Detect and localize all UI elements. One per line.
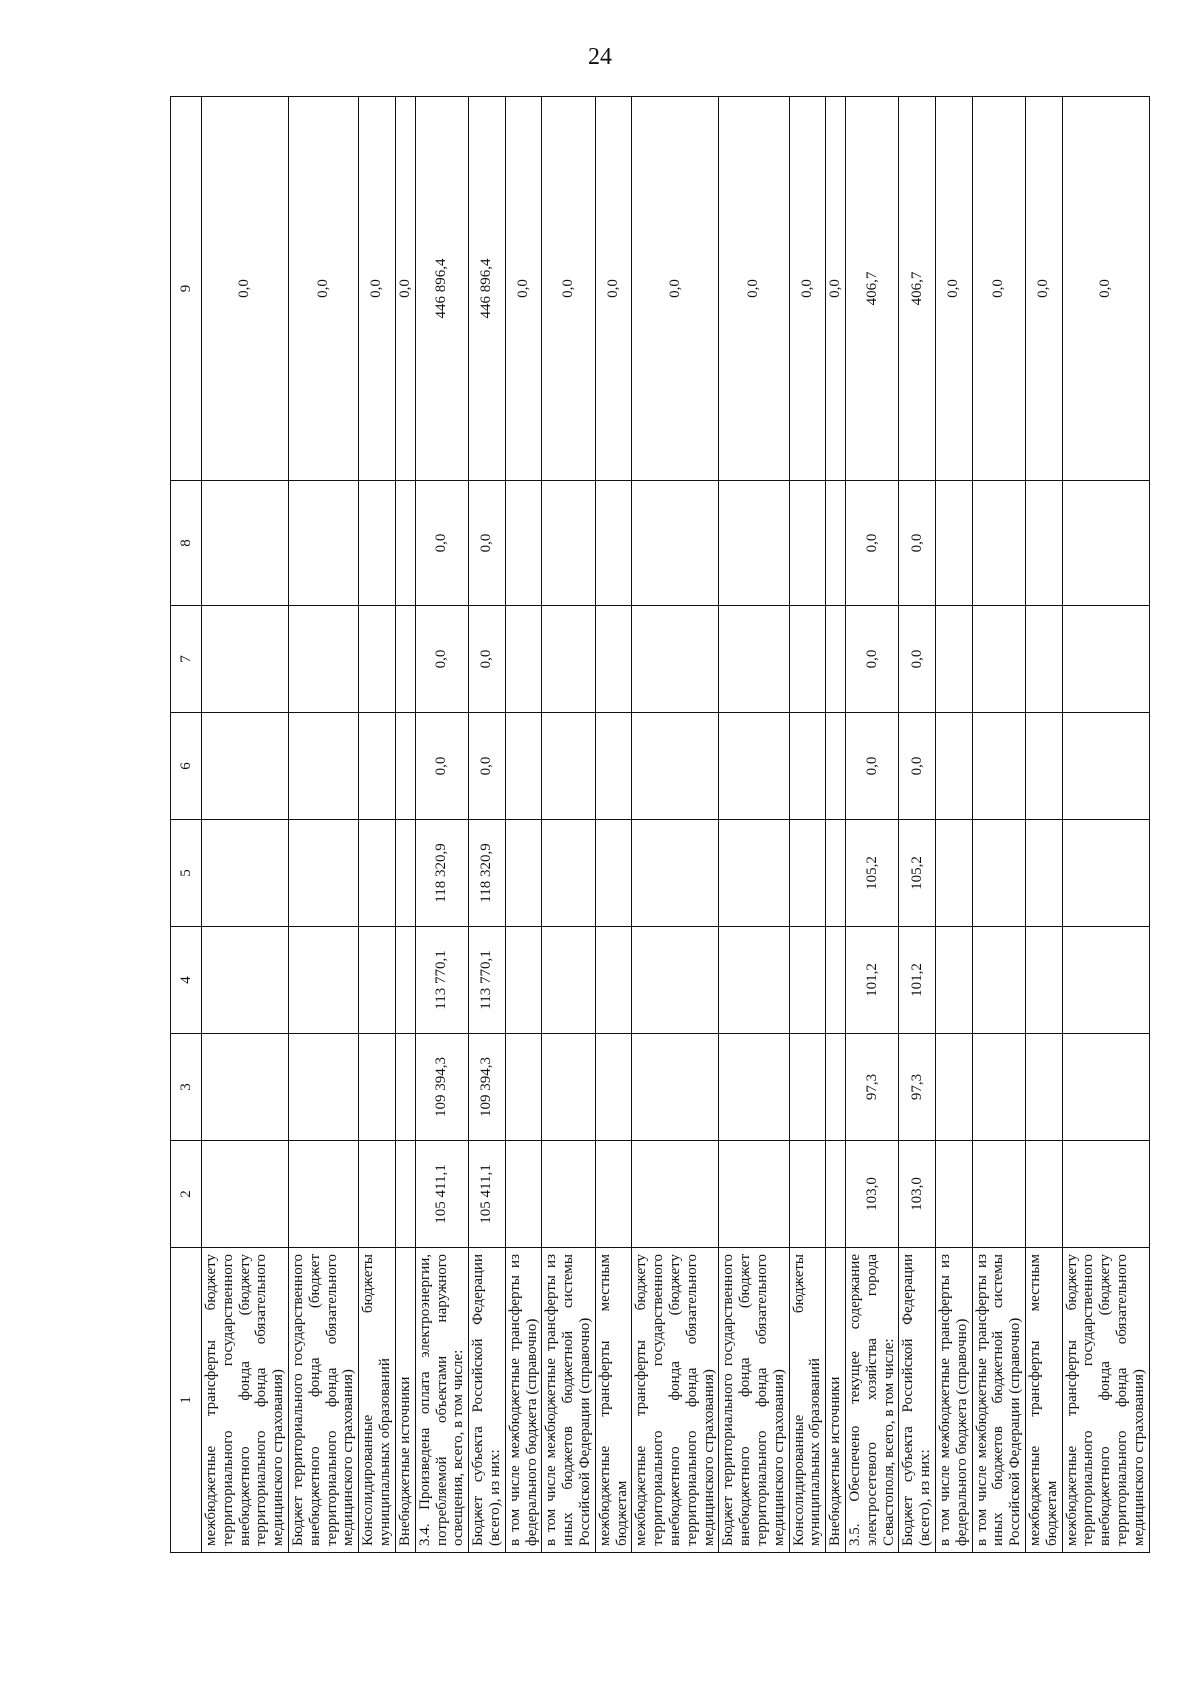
value-cell [1062, 481, 1149, 606]
table-row [789, 97, 826, 1553]
value-cell: 0,0 [202, 97, 289, 481]
value-cell: 101,2 [899, 927, 936, 1034]
value-cell [972, 927, 1025, 1034]
page-number: 24 [588, 44, 612, 70]
value-cell [395, 1141, 415, 1248]
table-row [1026, 97, 1063, 1553]
column-header: 7 [171, 606, 202, 713]
row-label: в том числе межбюджетные трансферты из федерального бюджета (справочно) [936, 1248, 973, 1553]
value-cell [359, 927, 396, 1034]
value-cell [826, 713, 846, 820]
table-row [359, 97, 396, 1553]
row-label: 3.5. Обеспечено текущее содержание электросетевого хозяйства города Севастополя, всего, в том числе: [846, 1248, 899, 1553]
value-cell [542, 481, 595, 606]
value-cell [542, 606, 595, 713]
value-cell [288, 820, 358, 927]
value-cell [719, 1034, 789, 1141]
row-label: Внебюджетные источники [826, 1248, 846, 1553]
column-header: 8 [171, 481, 202, 606]
value-cell [826, 1034, 846, 1141]
value-cell [395, 927, 415, 1034]
column-header: 9 [171, 97, 202, 481]
value-cell: 0,0 [936, 97, 973, 481]
value-cell: 103,0 [899, 1141, 936, 1248]
value-cell: 0,0 [789, 97, 826, 481]
value-cell: 0,0 [595, 97, 632, 481]
value-cell: 118 320,9 [469, 820, 506, 927]
value-cell [395, 606, 415, 713]
value-cell: 0,0 [469, 713, 506, 820]
value-cell: 0,0 [899, 713, 936, 820]
value-cell [542, 1034, 595, 1141]
value-cell: 109 394,3 [469, 1034, 506, 1141]
table-row [395, 97, 415, 1553]
value-cell [288, 927, 358, 1034]
value-cell [288, 606, 358, 713]
value-cell: 446 896,4 [415, 97, 468, 481]
value-cell: 103,0 [846, 1141, 899, 1248]
budget-table [170, 96, 1150, 1553]
row-label: 3.4. Произведена оплата электроэнергии, потребляемой объектами наружного освещения, всего, в том числе: [415, 1248, 468, 1553]
row-label: межбюджетные трансферты бюджету территориального государственного внебюджетного фонда (бюджету территориального фонда обязательного медицинского страхования) [632, 1248, 719, 1553]
value-cell [505, 820, 542, 927]
value-cell: 97,3 [846, 1034, 899, 1141]
value-cell [1062, 1034, 1149, 1141]
value-cell: 105 411,1 [469, 1141, 506, 1248]
value-cell: 0,0 [846, 606, 899, 713]
value-cell [826, 606, 846, 713]
value-cell: 113 770,1 [415, 927, 468, 1034]
row-label: в том числе межбюджетные трансферты из иных бюджетов бюджетной системы Российской Федерации (справочно) [972, 1248, 1025, 1553]
value-cell [719, 713, 789, 820]
value-cell: 0,0 [542, 97, 595, 481]
value-cell: 0,0 [1062, 97, 1149, 481]
table-row [1062, 97, 1149, 1553]
value-cell [936, 481, 973, 606]
table-row [469, 97, 506, 1553]
value-cell [936, 713, 973, 820]
value-cell: 0,0 [505, 97, 542, 481]
value-cell [395, 1034, 415, 1141]
value-cell [595, 481, 632, 606]
value-cell [936, 1034, 973, 1141]
value-cell: 0,0 [415, 606, 468, 713]
value-cell [719, 606, 789, 713]
value-cell [288, 1141, 358, 1248]
value-cell [719, 1141, 789, 1248]
value-cell [288, 713, 358, 820]
table-row [595, 97, 632, 1553]
table-row [936, 97, 973, 1553]
value-cell: 0,0 [415, 713, 468, 820]
value-cell: 0,0 [288, 97, 358, 481]
value-cell [1026, 927, 1063, 1034]
value-cell [972, 713, 1025, 820]
value-cell [719, 820, 789, 927]
value-cell [395, 481, 415, 606]
value-cell [936, 820, 973, 927]
value-cell [826, 927, 846, 1034]
value-cell [826, 481, 846, 606]
value-cell [936, 1141, 973, 1248]
value-cell [542, 927, 595, 1034]
value-cell [1026, 1141, 1063, 1248]
row-label: межбюджетные трансферты бюджету территориального государственного внебюджетного фонда (бюджету территориального фонда обязательного медицинского страхования) [1062, 1248, 1149, 1553]
value-cell: 97,3 [899, 1034, 936, 1141]
table-row [826, 97, 846, 1553]
value-cell: 406,7 [846, 97, 899, 481]
column-header: 6 [171, 713, 202, 820]
row-label: межбюджетные трансферты местным бюджетам [595, 1248, 632, 1553]
value-cell: 0,0 [846, 481, 899, 606]
value-cell: 109 394,3 [415, 1034, 468, 1141]
value-cell [505, 927, 542, 1034]
value-cell [359, 820, 396, 927]
value-cell [542, 713, 595, 820]
row-label: Консолидированные бюджеты муниципальных образований [359, 1248, 396, 1553]
value-cell [1062, 820, 1149, 927]
value-cell: 0,0 [469, 481, 506, 606]
value-cell [789, 481, 826, 606]
value-cell [359, 1141, 396, 1248]
value-cell [202, 927, 289, 1034]
value-cell [505, 606, 542, 713]
value-cell [719, 927, 789, 1034]
value-cell: 101,2 [846, 927, 899, 1034]
value-cell [936, 927, 973, 1034]
value-cell: 0,0 [846, 713, 899, 820]
column-header: 2 [171, 1141, 202, 1248]
row-label: в том числе межбюджетные трансферты из федерального бюджета (справочно) [505, 1248, 542, 1553]
value-cell [359, 481, 396, 606]
value-cell [595, 606, 632, 713]
value-cell [542, 820, 595, 927]
value-cell [595, 927, 632, 1034]
value-cell [202, 713, 289, 820]
row-label: Бюджет субъекта Российской Федерации (всего), из них: [899, 1248, 936, 1553]
value-cell [595, 713, 632, 820]
value-cell: 105 411,1 [415, 1141, 468, 1248]
header-row [171, 97, 202, 1553]
value-cell [789, 927, 826, 1034]
value-cell [395, 713, 415, 820]
value-cell [789, 1141, 826, 1248]
value-cell [202, 606, 289, 713]
column-header: 1 [171, 1248, 202, 1553]
value-cell: 0,0 [632, 97, 719, 481]
value-cell [972, 481, 1025, 606]
value-cell [202, 820, 289, 927]
value-cell: 0,0 [359, 97, 396, 481]
value-cell [1062, 1141, 1149, 1248]
value-cell [632, 927, 719, 1034]
value-cell [202, 1141, 289, 1248]
row-label: Бюджет субъекта Российской Федерации (всего), из них: [469, 1248, 506, 1553]
table-row [632, 97, 719, 1553]
value-cell [972, 1034, 1025, 1141]
value-cell [1026, 1034, 1063, 1141]
value-cell: 113 770,1 [469, 927, 506, 1034]
value-cell [632, 606, 719, 713]
value-cell [505, 1034, 542, 1141]
value-cell [632, 1141, 719, 1248]
value-cell [632, 713, 719, 820]
column-header: 3 [171, 1034, 202, 1141]
value-cell: 105,2 [899, 820, 936, 927]
row-label: в том числе межбюджетные трансферты из иных бюджетов бюджетной системы Российской Федерации (справочно) [542, 1248, 595, 1553]
table-row [415, 97, 468, 1553]
table-row [972, 97, 1025, 1553]
value-cell [826, 1141, 846, 1248]
value-cell: 0,0 [1026, 97, 1063, 481]
value-cell: 406,7 [899, 97, 936, 481]
value-cell [359, 713, 396, 820]
value-cell [972, 606, 1025, 713]
value-cell [936, 606, 973, 713]
value-cell [1026, 820, 1063, 927]
value-cell: 105,2 [846, 820, 899, 927]
value-cell [632, 820, 719, 927]
value-cell: 0,0 [899, 481, 936, 606]
value-cell [632, 481, 719, 606]
table-row [846, 97, 899, 1553]
value-cell [359, 1034, 396, 1141]
value-cell: 0,0 [899, 606, 936, 713]
value-cell [202, 1034, 289, 1141]
rotated-table-container [170, 97, 1170, 1553]
row-label: Бюджет территориального государственного внебюджетного фонда (бюджет территориального фонда обязательного медицинского страхования) [719, 1248, 789, 1553]
value-cell [359, 606, 396, 713]
value-cell: 0,0 [415, 481, 468, 606]
value-cell [288, 481, 358, 606]
value-cell [202, 481, 289, 606]
table-row [288, 97, 358, 1553]
value-cell [1062, 713, 1149, 820]
value-cell [395, 820, 415, 927]
value-cell: 0,0 [826, 97, 846, 481]
column-header: 5 [171, 820, 202, 927]
value-cell [789, 713, 826, 820]
value-cell: 118 320,9 [415, 820, 468, 927]
table-row [542, 97, 595, 1553]
table-row [719, 97, 789, 1553]
table-row [202, 97, 289, 1553]
value-cell [505, 713, 542, 820]
value-cell [789, 1034, 826, 1141]
value-cell [595, 820, 632, 927]
row-label: Бюджет территориального государственного внебюджетного фонда (бюджет территориального фонда обязательного медицинского страхования) [288, 1248, 358, 1553]
value-cell [595, 1141, 632, 1248]
value-cell [595, 1034, 632, 1141]
value-cell: 0,0 [469, 606, 506, 713]
value-cell [789, 820, 826, 927]
value-cell: 0,0 [395, 97, 415, 481]
table-row [899, 97, 936, 1553]
value-cell [826, 820, 846, 927]
value-cell [719, 481, 789, 606]
value-cell [1026, 606, 1063, 713]
value-cell [972, 820, 1025, 927]
column-header: 4 [171, 927, 202, 1034]
table-row [505, 97, 542, 1553]
value-cell: 0,0 [972, 97, 1025, 481]
value-cell [1062, 606, 1149, 713]
value-cell [1062, 927, 1149, 1034]
value-cell [542, 1141, 595, 1248]
value-cell [632, 1034, 719, 1141]
row-label: межбюджетные трансферты местным бюджетам [1026, 1248, 1063, 1553]
value-cell: 0,0 [719, 97, 789, 481]
value-cell [505, 1141, 542, 1248]
row-label: Консолидированные бюджеты муниципальных образований [789, 1248, 826, 1553]
value-cell [1026, 713, 1063, 820]
value-cell [1026, 481, 1063, 606]
value-cell [288, 1034, 358, 1141]
value-cell [789, 606, 826, 713]
value-cell: 446 896,4 [469, 97, 506, 481]
row-label: Внебюджетные источники [395, 1248, 415, 1553]
row-label: межбюджетные трансферты бюджету территориального государственного внебюджетного фонда (бюджету территориального фонда обязательного медицинского страхования) [202, 1248, 289, 1553]
value-cell [505, 481, 542, 606]
value-cell [972, 1141, 1025, 1248]
